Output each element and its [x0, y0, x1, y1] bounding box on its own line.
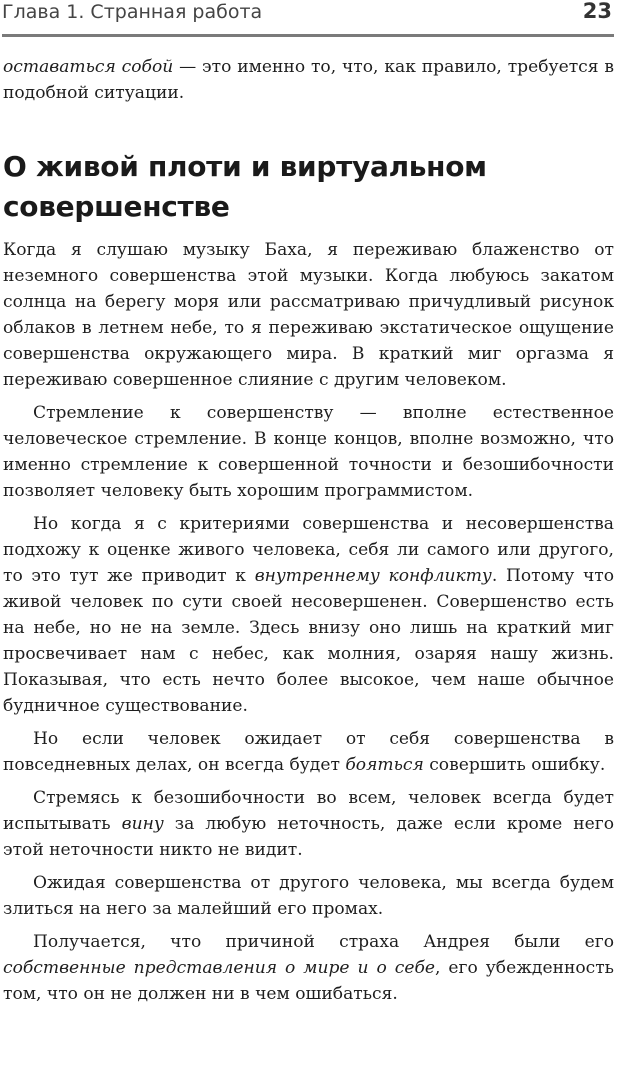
- paragraph-7: [3, 929, 614, 1007]
- paragraph-3-text-b: . Потому что живой человек по сути своей несовершенен. Совершенство есть на небе, но не на земле. Здесь внизу оно лишь на краткий миг просвечивает нам с небес, как молния, озаряя нашу жизнь. Показывая, что есть нечто более высокое, чем наше обычное будничное существование.: [3, 566, 615, 716]
- intro-emphasis: оставаться собой: [3, 57, 174, 77]
- paragraph-3-emphasis: внутреннему конфликту: [254, 566, 492, 586]
- paragraph-7-text-a: Получается, что причиной страха Андрея были его: [33, 932, 614, 952]
- running-title: Глава 1. Странная работа: [2, 1, 263, 23]
- paragraph-7-text-b: , его убежденность том, что он не должен ни в чем ошибаться.: [3, 958, 614, 1004]
- paragraph-2: Стремление к совершенству — вполне естественное человеческое стремление. В конце концов, вполне возможно, что именно стремление к совершенной точности и безошибочности позволяет человеку быть хорошим программистом.: [3, 403, 614, 501]
- paragraph-6: Ожидая совершенства от другого человека, мы всегда будем злиться на него за малейший его промах.: [3, 873, 614, 919]
- paragraph-5-emphasis: вину: [121, 814, 164, 834]
- section-title-line-1: О живой плоти и виртуальном: [3, 150, 487, 183]
- section-title-line-2: совершенстве: [3, 190, 230, 223]
- paragraph-3: [3, 511, 614, 719]
- section-title: [3, 147, 614, 227]
- paragraph-3-text-a: Но когда я с критериями совершенства и несовершенства подхожу к оценке живого человека, себя ли самого или другого, то это тут же приводит к: [3, 514, 614, 586]
- paragraph-7-emphasis: собственные представления о мире и о себе: [3, 958, 435, 978]
- intro-text: — это именно то, что, как правило, требуется в подобной ситуации.: [3, 57, 614, 103]
- page-header: [2, 0, 614, 37]
- intro-paragraph: [3, 54, 614, 106]
- paragraph-1: Когда я слушаю музыку Баха, я переживаю блаженство от неземного совершенства этой музыки. Когда любуюсь закатом солнца на берегу моря или рассматриваю причудливый рисунок облаков в летнем небе, то я переживаю экстатическое ощущение совершенства окружающего мира. В краткий миг оргазма я переживаю совершенное слияние с другим человеком.: [3, 240, 614, 390]
- paragraph-4-text-b: совершить ошибку.: [423, 755, 606, 775]
- paragraph-4-emphasis: бояться: [345, 755, 424, 775]
- paragraph-4: [3, 726, 614, 778]
- paragraph-4-text-a: Но если человек ожидает от себя совершенства в повседневных делах, он всегда будет: [3, 729, 614, 775]
- page-body: [3, 54, 614, 1007]
- paragraph-5-text-a: Стремясь к безошибочности во всем, человек всегда будет испытывать: [3, 788, 614, 834]
- paragraph-5: [3, 785, 614, 863]
- paragraph-5-text-b: за любую неточность, даже если кроме него этой неточности никто не видит.: [3, 814, 614, 860]
- page-number: 23: [582, 0, 612, 23]
